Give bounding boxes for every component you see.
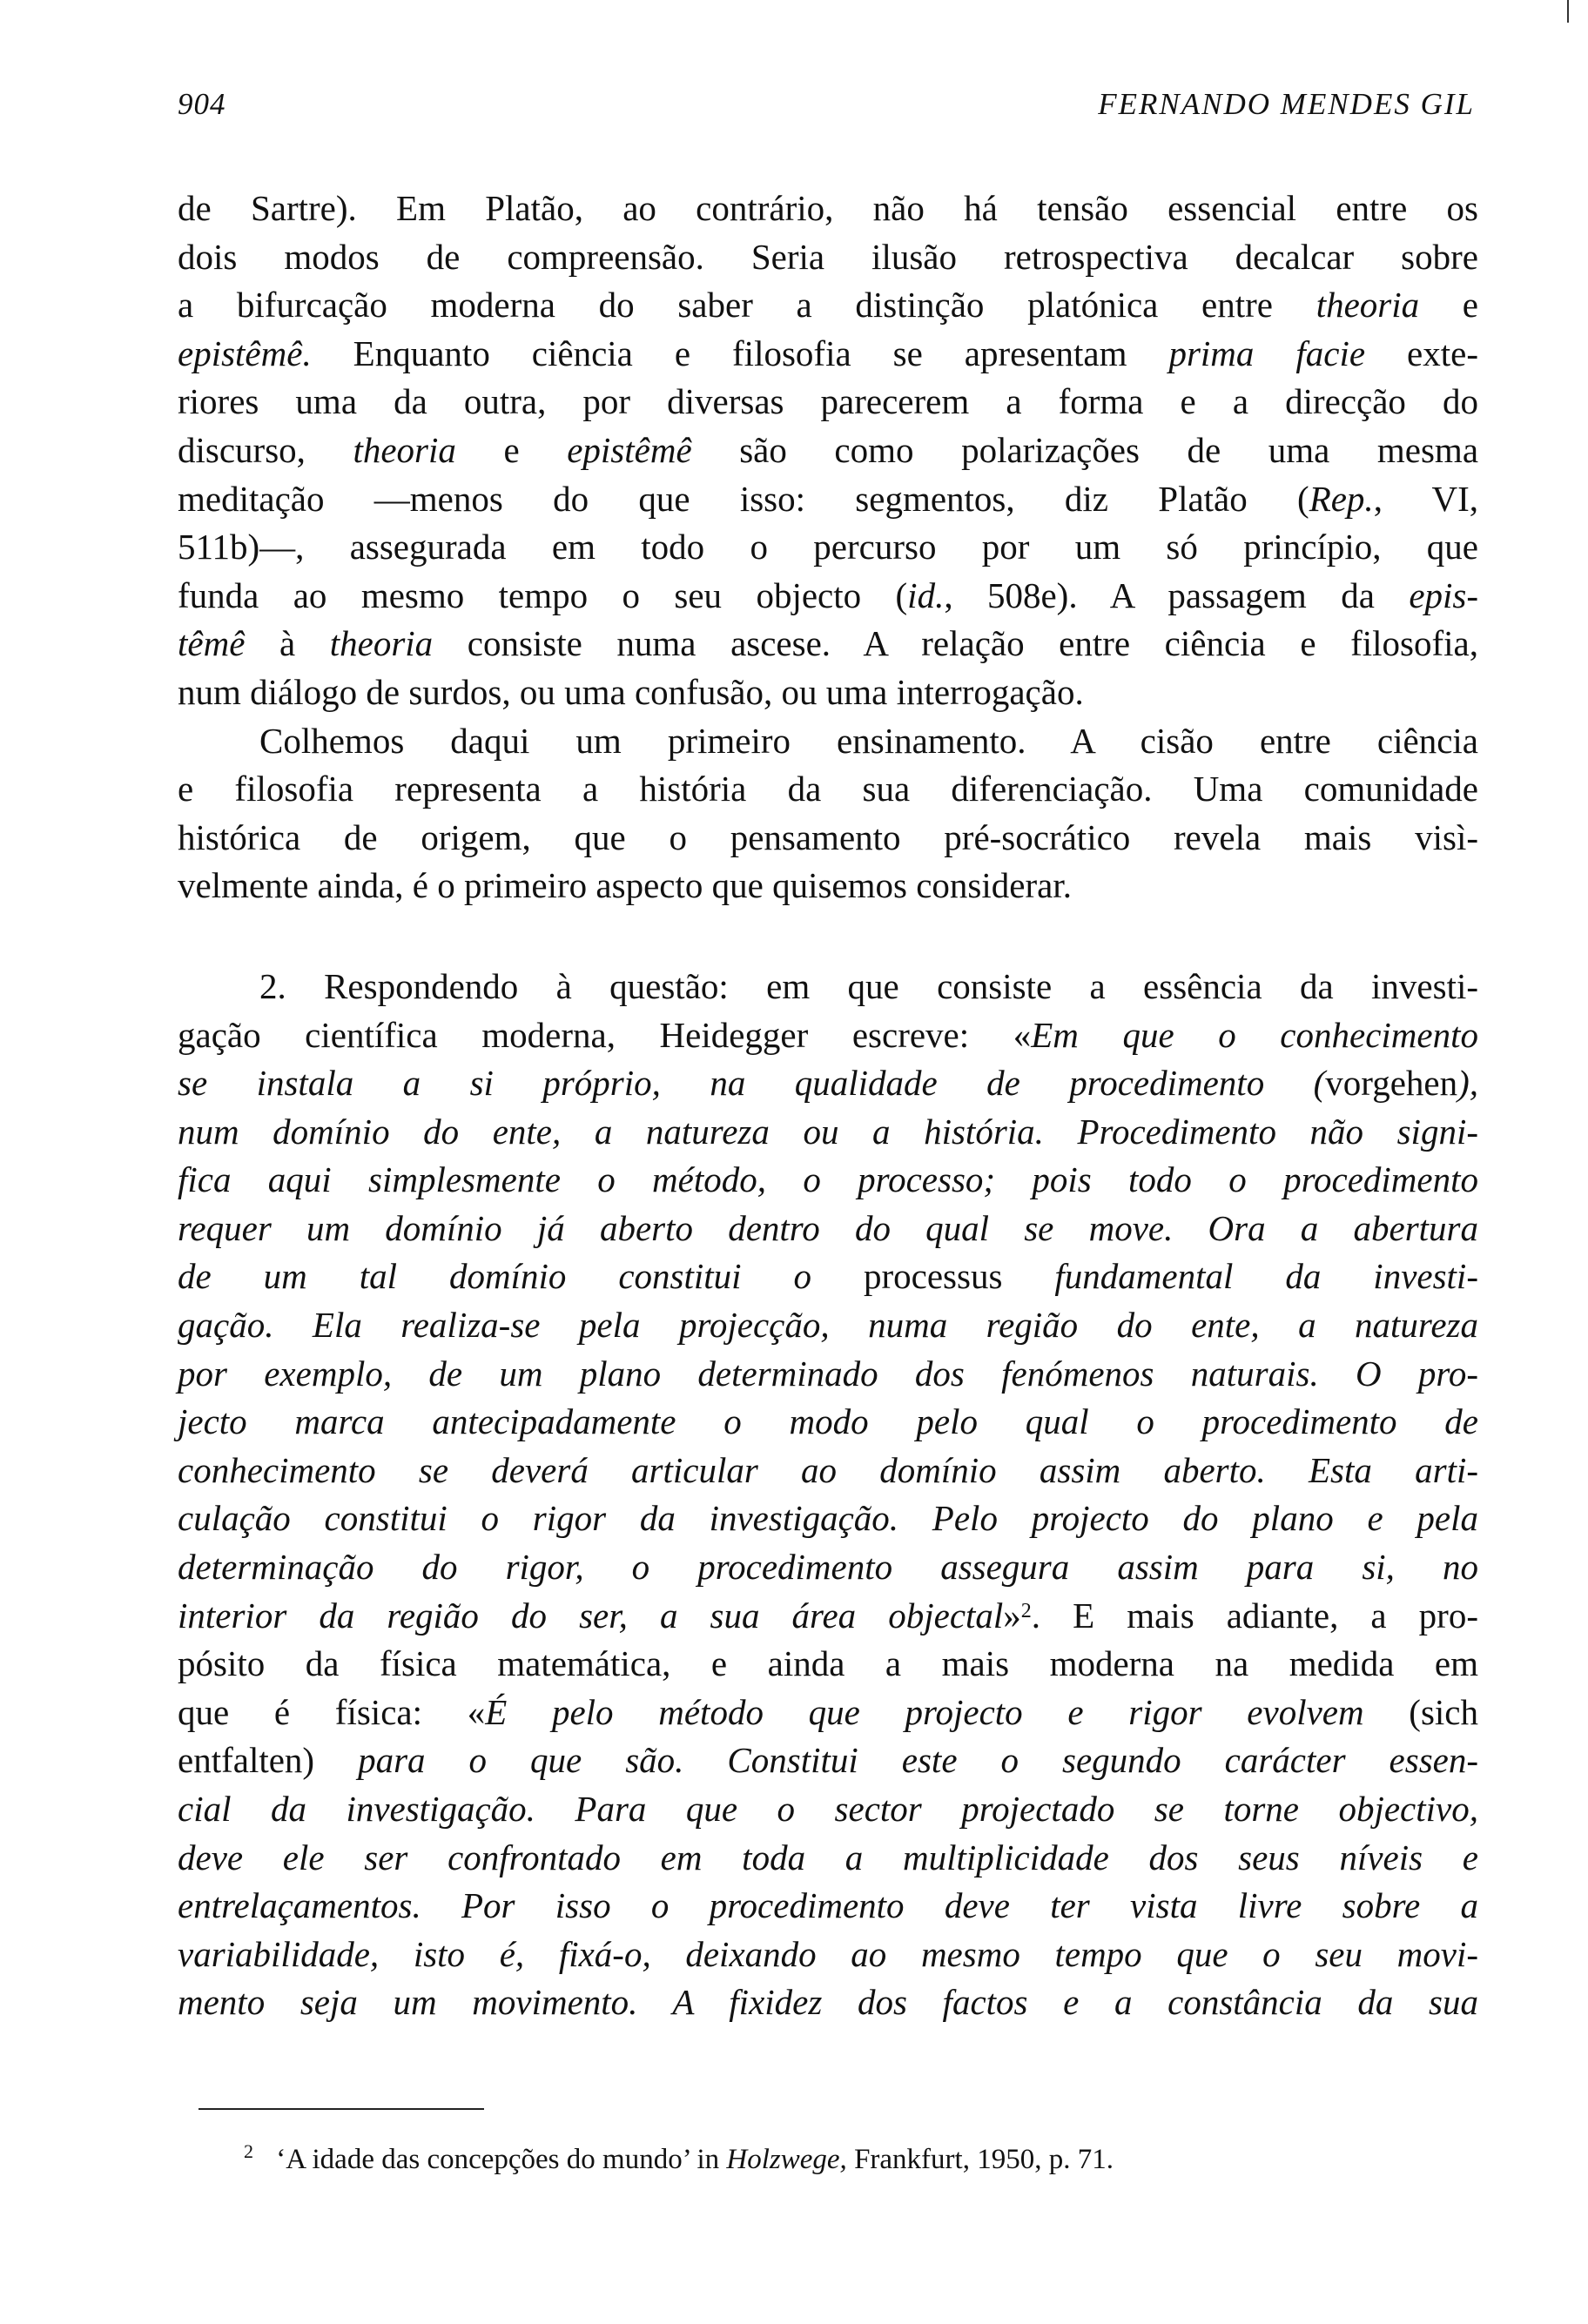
italic-text: fica aqui simplesmente o método, o processo; pois todo o procedimento (178, 1159, 1478, 1200)
text-line (178, 427, 1478, 475)
italic-text: theoria (1315, 285, 1420, 326)
text-line (178, 1592, 1478, 1641)
italic-text: cial da investigação. Para que o sector projectado se torne objectivo, (178, 1789, 1478, 1829)
text-line (178, 1156, 1478, 1205)
text-line (178, 185, 1478, 233)
text-line (178, 765, 1478, 814)
body-text (178, 185, 1478, 2027)
text-line (178, 1543, 1478, 1592)
italic-text: se instala a si próprio, na qualidade de procedimento ( (178, 1063, 1326, 1104)
text-line (178, 475, 1478, 524)
text-line (178, 668, 1478, 717)
italic-text: mento seja um movimento. A fixidez dos factos e a constância da sua (178, 1982, 1478, 2023)
italic-text: para o que são. Constitui este o segundo carácter essen- (358, 1740, 1478, 1781)
text-segment: exte- (1365, 332, 1478, 373)
text-segment: à (245, 623, 330, 664)
text-segment: riores uma da outra, por diversas parecerem a forma e a direcção do (178, 381, 1478, 422)
text-line (178, 862, 1478, 910)
running-head: FERNANDO MENDES GIL (1098, 87, 1475, 121)
text-line (178, 1011, 1478, 1060)
text-line (178, 523, 1478, 572)
text-line (178, 1059, 1478, 1108)
footnote-mark: 2 (244, 2140, 253, 2162)
text-line (178, 1882, 1478, 1931)
text-segment: , VI, (1373, 478, 1478, 519)
text-segment: 511b)—, assegurada em todo o percurso por um só princípio, que (178, 527, 1478, 568)
text-segment: Colhemos daqui um primeiro ensinamento. A cisão entre ciência (259, 720, 1478, 761)
italic-text: epistêmê. (178, 332, 312, 373)
text-segment: e (455, 429, 568, 470)
text-segment: (sich (1363, 1691, 1478, 1732)
text-segment: são como polarizações de uma mesma (691, 429, 1479, 470)
text-segment: meditação —menos do que isso: segmentos, diz Platão ( (178, 478, 1309, 519)
footnote-reference: 2 (1020, 1599, 1032, 1622)
text-segment: histórica de origem, que o pensamento pré-socrático revela mais visì- (178, 816, 1478, 857)
text-line (178, 281, 1478, 330)
text-segment: entfalten) (178, 1740, 359, 1781)
paragraph-gap (178, 910, 1478, 963)
text-line (178, 1494, 1478, 1543)
text-line (178, 1447, 1478, 1495)
text-segment: discurso, (178, 429, 353, 470)
italic-text: ), (1457, 1063, 1478, 1104)
italic-text: Rep. (1309, 478, 1374, 519)
text-segment: funda ao mesmo tempo o seu objecto ( (178, 574, 908, 615)
italic-text: prima facie (1168, 332, 1366, 373)
italic-text: culação constitui o rigor da investigação. Pelo projecto do plano e pela (178, 1498, 1478, 1539)
text-segment: dois modos de compreensão. Seria ilusão retrospectiva decalcar sobre (178, 236, 1478, 277)
italic-text: É pelo método que projecto e rigor evolvem (485, 1691, 1364, 1732)
italic-text: jecto marca antecipadamente o modo pelo qual o procedimento de (178, 1401, 1478, 1442)
text-segment: que é física: « (178, 1691, 486, 1732)
italic-text: têmê (178, 623, 246, 664)
text-line (178, 1736, 1478, 1785)
text-segment: a bifurcação moderna do saber a distinção platónica entre (178, 285, 1316, 326)
text-line (178, 1301, 1478, 1350)
italic-text: Em que o conhecimento (1031, 1014, 1478, 1055)
italic-text: epistêmê (567, 429, 692, 470)
text-line (178, 1785, 1478, 1834)
text-line (178, 1689, 1478, 1737)
text-segment: e filosofia representa a história da sua diferenciação. Uma comunidade (178, 769, 1478, 809)
text-line (178, 330, 1478, 379)
italic-text: variabilidade, isto é, fixá-o, deixando ao mesmo tempo que o seu movi- (178, 1933, 1478, 1974)
text-line (178, 1931, 1478, 1979)
italic-text: por exemplo, de um plano determinado dos fenómenos naturais. O pro- (178, 1353, 1478, 1394)
text-line (178, 1253, 1478, 1301)
text-line (178, 963, 1478, 1011)
italic-text: num domínio do ente, a natureza ou a história. Procedimento não signi- (178, 1111, 1478, 1152)
text-line (178, 572, 1478, 621)
text-segment: pósito da física matemática, e ainda a mais moderna na medida em (178, 1643, 1478, 1684)
text-segment: Enquanto ciência e filosofia se apresentam (311, 332, 1169, 373)
text-line (178, 1398, 1478, 1447)
italic-text: requer um domínio já aberto dentro do qual se move. Ora a abertura (178, 1207, 1478, 1248)
footnote-italic-text: Holzwege, (726, 2144, 847, 2175)
text-line (178, 620, 1478, 668)
text-line (178, 1108, 1478, 1157)
text-segment: , 508e). A passagem da (944, 574, 1410, 615)
text-segment: velmente ainda, é o primeiro aspecto que quisemos considerar. (178, 865, 1072, 906)
italic-text: id. (907, 574, 945, 615)
text-line (178, 814, 1478, 863)
text-line (178, 1978, 1478, 2027)
text-segment: » (1003, 1595, 1021, 1636)
footnote (244, 2140, 1114, 2176)
text-segment: . E mais adiante, a pro- (1031, 1595, 1478, 1636)
italic-text: gação. Ela realiza-se pela projecção, numa região do ente, a natureza (178, 1305, 1478, 1346)
text-segment: 2. Respondendo à questão: em que consiste a essência da investi- (259, 965, 1478, 1006)
italic-text: epis- (1409, 574, 1479, 615)
footnote-rule (198, 2108, 484, 2110)
text-segment: de Sartre). Em Platão, ao contrário, não há tensão essencial entre os (178, 188, 1478, 228)
text-segment: e (1419, 285, 1479, 326)
scan-edge-mark (1567, 0, 1569, 23)
text-segment: processus (864, 1256, 1003, 1297)
italic-text: theoria (353, 429, 456, 470)
italic-text: deve ele ser confrontado em toda a multiplicidade dos seus níveis e (178, 1837, 1478, 1877)
footnote-text: ‘A idade das concepções do mundo’ in (276, 2144, 727, 2175)
italic-text: fundamental da investi- (1002, 1256, 1478, 1297)
text-line (178, 1834, 1478, 1883)
italic-text: theoria (329, 623, 434, 664)
text-segment: consiste numa ascese. A relação entre ciência e filosofia, (433, 623, 1478, 664)
text-segment: vorgehen (1325, 1063, 1458, 1104)
page-number: 904 (178, 87, 226, 121)
text-line (178, 1350, 1478, 1399)
text-line (178, 378, 1478, 427)
text-line (178, 1205, 1478, 1253)
italic-text: de um tal domínio constitui o (178, 1256, 864, 1297)
text-line (178, 233, 1478, 282)
italic-text: entrelaçamentos. Por isso o procedimento deve ter vista livre sobre a (178, 1885, 1478, 1926)
text-line (178, 1640, 1478, 1689)
text-line (178, 717, 1478, 766)
text-segment: gação científica moderna, Heidegger escreve: « (178, 1014, 1032, 1055)
italic-text: conhecimento se deverá articular ao domínio assim aberto. Esta arti- (178, 1449, 1478, 1490)
footnote-text: Frankfurt, 1950, p. 71. (846, 2144, 1114, 2175)
italic-text: interior da região do ser, a sua área objectal (178, 1595, 1004, 1636)
text-segment: num diálogo de surdos, ou uma confusão, ou uma interrogação. (178, 671, 1084, 712)
italic-text: determinação do rigor, o procedimento assegura assim para si, no (178, 1547, 1478, 1588)
